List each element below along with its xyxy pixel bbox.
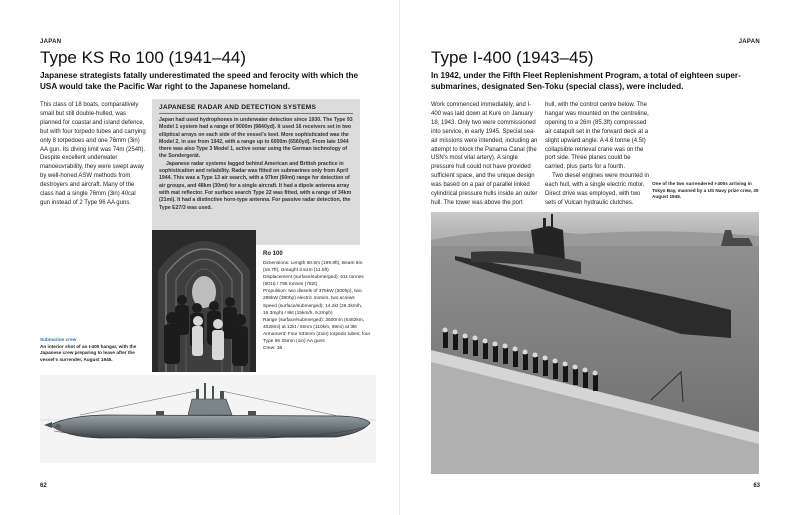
spec-armament: Armament: Four 533mm (21in) torpedo tubes; four Type 96 25mm (1in) AA guns xyxy=(263,331,371,345)
sidebar-paragraph-2: Japanese radar systems lagged behind American and British practice in sophistication and reliability. Radar was fitted on submarines only from April 1944. This was a Type 13 air search, with a 97km (60mi) range for detection of air groups, and 48km (30mi) for a single aircraft. It had a dipole antenna array with mat reflector. For surface search Type 22 was fitted, with a range of 34km (21mi). It had a distinctive horn-type antenna. For passive radar detection, the Type E27/3 was used. xyxy=(159,160,352,211)
body-text: This class of 18 boats, comparatively small but still double-hulled, was planned for coastal and island defence, but with four torpedo tubes and carrying only 8 torpedoes and one 76mm (3in) AA gun. Its diving limit was 74m (254ft). Despite excellent underwater manoeuvrability, they were swept away by well-honed ASW methods from destroyers and aircraft. Many of the class had a single 76mm (3in) 40cal gun instead of 2 Type 96 AA guns. xyxy=(40,102,146,206)
page-title: Type KS Ro 100 (1941–44) xyxy=(40,48,247,67)
i400-tokyo-bay-photo xyxy=(431,212,759,474)
ro100-profile-illustration xyxy=(40,375,376,463)
spec-range: Range (surface/submerged): 3500nm (6482km, 4028mi) at 12kt / 60nm (110km, 69mi) at 3kt xyxy=(263,317,365,330)
caption-title: Submarine crew xyxy=(40,337,77,342)
body-column-1: Work commenced immediately, and I-400 was laid down at Kure on January 18, 1943. Only two were commissioned into service, in early 1945. Special sea-air missions were intended, including an attempt to block the Panama Canal (the USN's most vital artery). A single pressure hull could not have provided sufficient space, and the unique design was based on a pair of parallel linked cylindrical pressure hulls inside an outer hull. The tower was above the port xyxy=(431,102,538,206)
spec-propulsion: Propulsion: two diesels of 375kW (500hp), two 285kW (380hp) electric motors, two screws xyxy=(263,289,362,302)
specifications-box xyxy=(263,251,375,352)
page-subtitle: Japanese strategists fatally underestimated the speed and ferocity with which the USA would take the Pacific War right to the Japanese homeland. xyxy=(40,71,359,91)
sidebar-paragraph-1: Japan had used hydrophones in underwater detection since 1930. The Type 93 Model 1 system had a range of 9000m (9840yd). It used 16 receivers set in two elliptical arrays on each side of the vessel's keel. More sophisticated was the Model 2, in use from 1942, with a range up to 6000m (6560yd). From late 1944 there was also Type 3 Model 1, active sonar using the German technology of the Sondergerät. xyxy=(159,117,353,160)
sidebar-title: JAPANESE RADAR AND DETECTION SYSTEMS xyxy=(159,104,353,114)
page-title: Type I-400 (1943–45) xyxy=(431,48,594,67)
spec-title: Ro 100 xyxy=(263,251,283,257)
spec-speed: Speed (surface/submerged): 14.2kt (26.3km/h, 16.3mph) / 8kt (15km/h, 9.2mph) xyxy=(263,303,363,316)
country-label: JAPAN xyxy=(738,39,760,45)
submarine-crew-photo xyxy=(152,230,256,372)
spec-crew: Crew: 38 xyxy=(263,346,283,352)
country-label: JAPAN xyxy=(40,39,62,45)
spec-displacement: Displacement (surface/submerged): 611 tonnes (601t) / 795 tonnes (782t) xyxy=(263,275,364,288)
radar-sidebar xyxy=(152,99,360,245)
caption-text: An interior shot of an I-400 hangar, with the Japanese crew preparing to leave after the vessel's surrender, August 1945. xyxy=(40,343,137,362)
body-column-2a: hull, with the control centre below. The hangar was mounted on the centreline, opening to a 26m (85.3ft) compressed air catapult set in the forward deck at a slight upward angle. A 4.6 tonne (4.5t) collapsible retrieval crane was on the port side. Three planes could be carried, plus parts for a fourth. xyxy=(545,102,649,171)
page-number-right: 63 xyxy=(753,483,760,489)
page-number-left: 62 xyxy=(40,483,47,489)
i400-photo-caption: One of the two surrendered I-400s arriving in Tokyo Bay, manned by a US Navy prize crew, 30 August 1945. xyxy=(652,181,759,200)
spec-dimensions: Dimensions: Length 60.9m (199.8ft), Beam 6m (19.7ft), Draught 3.51m (11.5ft) xyxy=(263,261,363,274)
crew-photo-caption xyxy=(40,337,146,363)
body-column-2 xyxy=(545,101,650,208)
body-column-2b: Two diesel engines were mounted in each hull, with a single electric motor. Direct drive was employed, with two sets of Vulcan hydraulic clutches. xyxy=(545,173,650,206)
page-subtitle: In 1942, under the Fifth Fleet Replenishment Program, a total of eighteen super-submarines, designated Sen-Toku (special class), were included. xyxy=(431,71,741,91)
